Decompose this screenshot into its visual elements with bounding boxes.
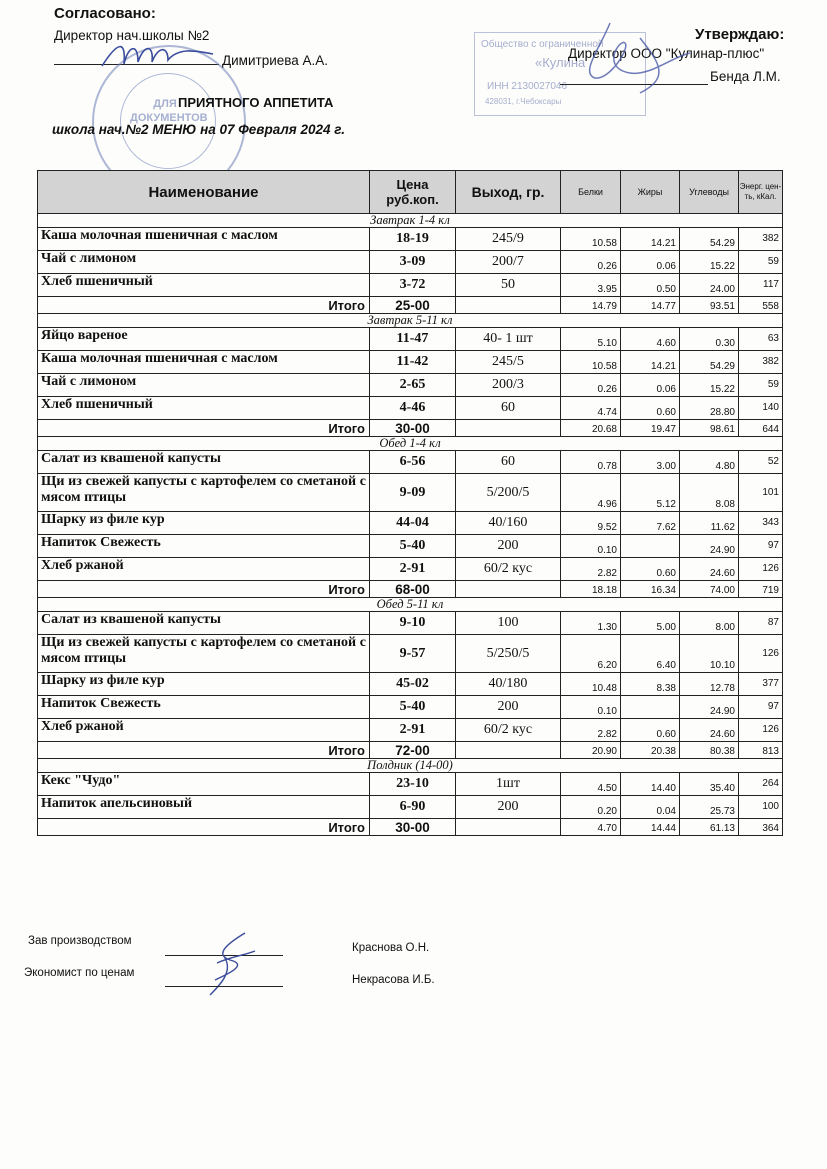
- dish-carbs: 24.90: [680, 535, 739, 558]
- dish-yield: 100: [456, 612, 561, 635]
- dish-energy: 377: [739, 673, 783, 696]
- total-protein: 18.18: [561, 581, 621, 598]
- menu-row: [38, 796, 783, 819]
- dish-yield: 40/160: [456, 512, 561, 535]
- total-label: Итого: [38, 297, 370, 314]
- menu-row: [38, 374, 783, 397]
- dish-fat: 8.38: [621, 673, 680, 696]
- total-energy: 644: [739, 420, 783, 437]
- dish-price: 11-47: [370, 328, 456, 351]
- confirm-label: Утверждаю:: [695, 26, 785, 43]
- dish-name: Напиток Свежесть: [38, 696, 370, 719]
- dish-carbs: 35.40: [680, 773, 739, 796]
- menu-row: [38, 773, 783, 796]
- total-carbs: 93.51: [680, 297, 739, 314]
- production-signature: [195, 925, 265, 1000]
- dish-carbs: 0.30: [680, 328, 739, 351]
- total-yield-empty: [456, 297, 561, 314]
- total-energy: 558: [739, 297, 783, 314]
- menu-row: [38, 474, 783, 512]
- total-row: [38, 819, 783, 836]
- dish-name: Чай с лимоном: [38, 251, 370, 274]
- approved-signature: [98, 36, 218, 74]
- company-stamp-line-2: «Кулина: [535, 55, 586, 70]
- dish-energy: 382: [739, 228, 783, 251]
- dish-carbs: 11.62: [680, 512, 739, 535]
- dish-energy: 382: [739, 351, 783, 374]
- dish-name: Хлеб пшеничный: [38, 274, 370, 297]
- total-yield-empty: [456, 420, 561, 437]
- dish-carbs: 24.60: [680, 719, 739, 742]
- dish-fat: 14.21: [621, 351, 680, 374]
- dish-fat: 14.40: [621, 773, 680, 796]
- dish-protein: 0.20: [561, 796, 621, 819]
- dish-name: Чай с лимоном: [38, 374, 370, 397]
- dish-name: Шарку из филе кур: [38, 673, 370, 696]
- dish-carbs: 25.73: [680, 796, 739, 819]
- economist-label: Экономист по ценам: [24, 967, 135, 979]
- total-carbs: 98.61: [680, 420, 739, 437]
- total-price: 72-00: [370, 742, 456, 759]
- dish-price: 45-02: [370, 673, 456, 696]
- dish-fat: 6.40: [621, 635, 680, 673]
- dish-name: Щи из свежей капусты с картофелем со сметаной с мясом птицы: [38, 474, 370, 512]
- section-row: [38, 759, 783, 773]
- dish-price: 3-72: [370, 274, 456, 297]
- total-price: 30-00: [370, 819, 456, 836]
- dish-name: Напиток апельсиновый: [38, 796, 370, 819]
- total-yield-empty: [456, 819, 561, 836]
- dish-protein: 1.30: [561, 612, 621, 635]
- dish-yield: 60: [456, 397, 561, 420]
- menu-row: [38, 451, 783, 474]
- dish-yield: 200: [456, 696, 561, 719]
- dish-price: 2-91: [370, 719, 456, 742]
- header-row: [38, 171, 783, 214]
- dish-fat: 7.62: [621, 512, 680, 535]
- dish-yield: 200/7: [456, 251, 561, 274]
- total-row: [38, 581, 783, 598]
- dish-energy: 101: [739, 474, 783, 512]
- dish-fat: 14.21: [621, 228, 680, 251]
- dish-name: Хлеб ржаной: [38, 558, 370, 581]
- dish-protein: 10.58: [561, 228, 621, 251]
- school-stamp-text: ДЛЯ ДОКУМЕНТОВ: [130, 98, 208, 124]
- dish-name: Хлеб ржаной: [38, 719, 370, 742]
- section-row: [38, 598, 783, 612]
- dish-energy: 97: [739, 696, 783, 719]
- dish-yield: 40- 1 шт: [456, 328, 561, 351]
- total-label: Итого: [38, 742, 370, 759]
- dish-price: 5-40: [370, 696, 456, 719]
- dish-carbs: 15.22: [680, 374, 739, 397]
- confirm-position: Директор ООО "Кулинар-плюс": [568, 46, 765, 61]
- dish-yield: 5/200/5: [456, 474, 561, 512]
- dish-price: 9-10: [370, 612, 456, 635]
- dish-carbs: 54.29: [680, 228, 739, 251]
- dish-carbs: 28.80: [680, 397, 739, 420]
- dish-yield: 245/9: [456, 228, 561, 251]
- dish-price: 18-19: [370, 228, 456, 251]
- dish-carbs: 54.29: [680, 351, 739, 374]
- total-fat: 14.77: [621, 297, 680, 314]
- total-fat: 14.44: [621, 819, 680, 836]
- dish-protein: 4.96: [561, 474, 621, 512]
- dish-protein: 4.50: [561, 773, 621, 796]
- dish-name: Шарку из филе кур: [38, 512, 370, 535]
- total-energy: 719: [739, 581, 783, 598]
- col-protein: Белки: [561, 171, 621, 214]
- dish-carbs: 8.00: [680, 612, 739, 635]
- total-price: 25-00: [370, 297, 456, 314]
- dish-name: Салат из квашеной капусты: [38, 612, 370, 635]
- dish-protein: 10.58: [561, 351, 621, 374]
- total-price: 68-00: [370, 581, 456, 598]
- section-title: Обед 1-4 кл: [38, 437, 783, 451]
- dish-price: 5-40: [370, 535, 456, 558]
- dish-price: 11-42: [370, 351, 456, 374]
- dish-fat: 0.60: [621, 558, 680, 581]
- menu-row: [38, 328, 783, 351]
- dish-carbs: 8.08: [680, 474, 739, 512]
- dish-yield: 40/180: [456, 673, 561, 696]
- dish-protein: 2.82: [561, 558, 621, 581]
- total-label: Итого: [38, 819, 370, 836]
- section-title: Обед 5-11 кл: [38, 598, 783, 612]
- menu-row: [38, 535, 783, 558]
- dish-protein: 0.10: [561, 535, 621, 558]
- dish-fat: 5.00: [621, 612, 680, 635]
- dish-fat: 0.06: [621, 374, 680, 397]
- production-name: Краснова О.Н.: [352, 942, 430, 954]
- total-fat: 19.47: [621, 420, 680, 437]
- approved-name: Димитриева А.А.: [222, 53, 329, 68]
- dish-fat: [621, 535, 680, 558]
- dish-protein: 2.82: [561, 719, 621, 742]
- company-stamp-line-3: ИНН 2130027046: [487, 81, 568, 92]
- dish-energy: 59: [739, 374, 783, 397]
- dish-fat: 0.04: [621, 796, 680, 819]
- section-title: Завтрак 5-11 кл: [38, 314, 783, 328]
- confirm-signature: [540, 18, 710, 98]
- col-fat: Жиры: [621, 171, 680, 214]
- dish-fat: 0.60: [621, 719, 680, 742]
- dish-fat: 3.00: [621, 451, 680, 474]
- dish-fat: 0.50: [621, 274, 680, 297]
- menu-row: [38, 558, 783, 581]
- dish-yield: 200: [456, 796, 561, 819]
- dish-price: 9-57: [370, 635, 456, 673]
- menu-table: [37, 170, 783, 836]
- dish-price: 23-10: [370, 773, 456, 796]
- section-row: [38, 214, 783, 228]
- menu-row: [38, 635, 783, 673]
- menu-row: [38, 351, 783, 374]
- approved-position: Директор нач.школы №2: [54, 28, 210, 43]
- dish-yield: 200: [456, 535, 561, 558]
- dish-energy: 52: [739, 451, 783, 474]
- dish-price: 44-04: [370, 512, 456, 535]
- dish-name: Напиток Свежесть: [38, 535, 370, 558]
- dish-yield: 50: [456, 274, 561, 297]
- dish-protein: 0.26: [561, 251, 621, 274]
- section-row: [38, 437, 783, 451]
- dish-energy: 117: [739, 274, 783, 297]
- section-title: Полдник (14-00): [38, 759, 783, 773]
- section-title: Завтрак 1-4 кл: [38, 214, 783, 228]
- dish-energy: 97: [739, 535, 783, 558]
- dish-energy: 264: [739, 773, 783, 796]
- dish-carbs: 12.78: [680, 673, 739, 696]
- dish-yield: 60/2 кус: [456, 558, 561, 581]
- menu-row: [38, 228, 783, 251]
- company-stamp-line-4: 428031, г.Чебоксары: [485, 97, 562, 106]
- dish-price: 4-46: [370, 397, 456, 420]
- total-energy: 813: [739, 742, 783, 759]
- menu-row: [38, 512, 783, 535]
- dish-yield: 60/2 кус: [456, 719, 561, 742]
- dish-protein: 6.20: [561, 635, 621, 673]
- dish-yield: 1шт: [456, 773, 561, 796]
- total-protein: 14.79: [561, 297, 621, 314]
- dish-yield: 60: [456, 451, 561, 474]
- confirm-name: Бенда Л.М.: [710, 69, 781, 84]
- dish-yield: 5/250/5: [456, 635, 561, 673]
- total-price: 30-00: [370, 420, 456, 437]
- dish-carbs: 15.22: [680, 251, 739, 274]
- dish-price: 9-09: [370, 474, 456, 512]
- menu-title: школа нач.№2 МЕНЮ на 07 Февраля 2024 г.: [52, 122, 346, 137]
- dish-name: Щи из свежей капусты с картофелем со сметаной с мясом птицы: [38, 635, 370, 673]
- dish-carbs: 24.00: [680, 274, 739, 297]
- dish-protein: 4.74: [561, 397, 621, 420]
- dish-energy: 126: [739, 635, 783, 673]
- menu-row: [38, 274, 783, 297]
- col-name: Наименование: [38, 171, 370, 214]
- dish-name: Кекс "Чудо": [38, 773, 370, 796]
- total-energy: 364: [739, 819, 783, 836]
- dish-fat: 0.06: [621, 251, 680, 274]
- dish-protein: 3.95: [561, 274, 621, 297]
- col-price: Цена руб.коп.: [370, 171, 456, 214]
- total-fat: 16.34: [621, 581, 680, 598]
- menu-row: [38, 719, 783, 742]
- total-yield-empty: [456, 742, 561, 759]
- total-protein: 4.70: [561, 819, 621, 836]
- dish-fat: 4.60: [621, 328, 680, 351]
- dish-fat: 0.60: [621, 397, 680, 420]
- total-row: [38, 297, 783, 314]
- dish-name: Хлеб пшеничный: [38, 397, 370, 420]
- total-fat: 20.38: [621, 742, 680, 759]
- approved-label: Согласовано:: [54, 5, 156, 22]
- dish-carbs: 24.90: [680, 696, 739, 719]
- dish-energy: 140: [739, 397, 783, 420]
- dish-energy: 126: [739, 558, 783, 581]
- total-row: [38, 742, 783, 759]
- dish-protein: 0.10: [561, 696, 621, 719]
- economist-name: Некрасова И.Б.: [352, 974, 435, 986]
- total-label: Итого: [38, 581, 370, 598]
- total-protein: 20.90: [561, 742, 621, 759]
- dish-carbs: 24.60: [680, 558, 739, 581]
- menu-row: [38, 612, 783, 635]
- dish-name: Каша молочная пшеничная с маслом: [38, 351, 370, 374]
- dish-name: Каша молочная пшеничная с маслом: [38, 228, 370, 251]
- total-carbs: 80.38: [680, 742, 739, 759]
- dish-name: Яйцо вареное: [38, 328, 370, 351]
- dish-energy: 63: [739, 328, 783, 351]
- menu-row: [38, 251, 783, 274]
- production-label: Зав производством: [28, 935, 132, 947]
- dish-energy: 87: [739, 612, 783, 635]
- section-row: [38, 314, 783, 328]
- dish-protein: 9.52: [561, 512, 621, 535]
- dish-fat: [621, 696, 680, 719]
- dish-name: Салат из квашеной капусты: [38, 451, 370, 474]
- dish-price: 6-56: [370, 451, 456, 474]
- dish-price: 2-91: [370, 558, 456, 581]
- dish-protein: 0.26: [561, 374, 621, 397]
- total-carbs: 74.00: [680, 581, 739, 598]
- total-carbs: 61.13: [680, 819, 739, 836]
- dish-carbs: 4.80: [680, 451, 739, 474]
- economist-signature-line: [165, 986, 283, 987]
- dish-energy: 59: [739, 251, 783, 274]
- dish-yield: 200/3: [456, 374, 561, 397]
- dish-carbs: 10.10: [680, 635, 739, 673]
- total-protein: 20.68: [561, 420, 621, 437]
- dish-yield: 245/5: [456, 351, 561, 374]
- dish-energy: 126: [739, 719, 783, 742]
- dish-price: 6-90: [370, 796, 456, 819]
- total-row: [38, 420, 783, 437]
- dish-energy: 100: [739, 796, 783, 819]
- dish-protein: 5.10: [561, 328, 621, 351]
- menu-row: [38, 696, 783, 719]
- dish-protein: 0.78: [561, 451, 621, 474]
- col-energy: Энерг. цен-ть, кКал.: [739, 171, 783, 214]
- total-yield-empty: [456, 581, 561, 598]
- bon-appetit: ПРИЯТНОГО АППЕТИТА: [178, 95, 334, 110]
- menu-row: [38, 397, 783, 420]
- dish-fat: 5.12: [621, 474, 680, 512]
- total-label: Итого: [38, 420, 370, 437]
- menu-row: [38, 673, 783, 696]
- dish-energy: 343: [739, 512, 783, 535]
- col-carbs: Углеводы: [680, 171, 739, 214]
- dish-price: 2-65: [370, 374, 456, 397]
- dish-price: 3-09: [370, 251, 456, 274]
- company-stamp-line-1: Общество с ограниченной: [481, 39, 604, 50]
- dish-protein: 10.48: [561, 673, 621, 696]
- col-yield: Выход, гр.: [456, 171, 561, 214]
